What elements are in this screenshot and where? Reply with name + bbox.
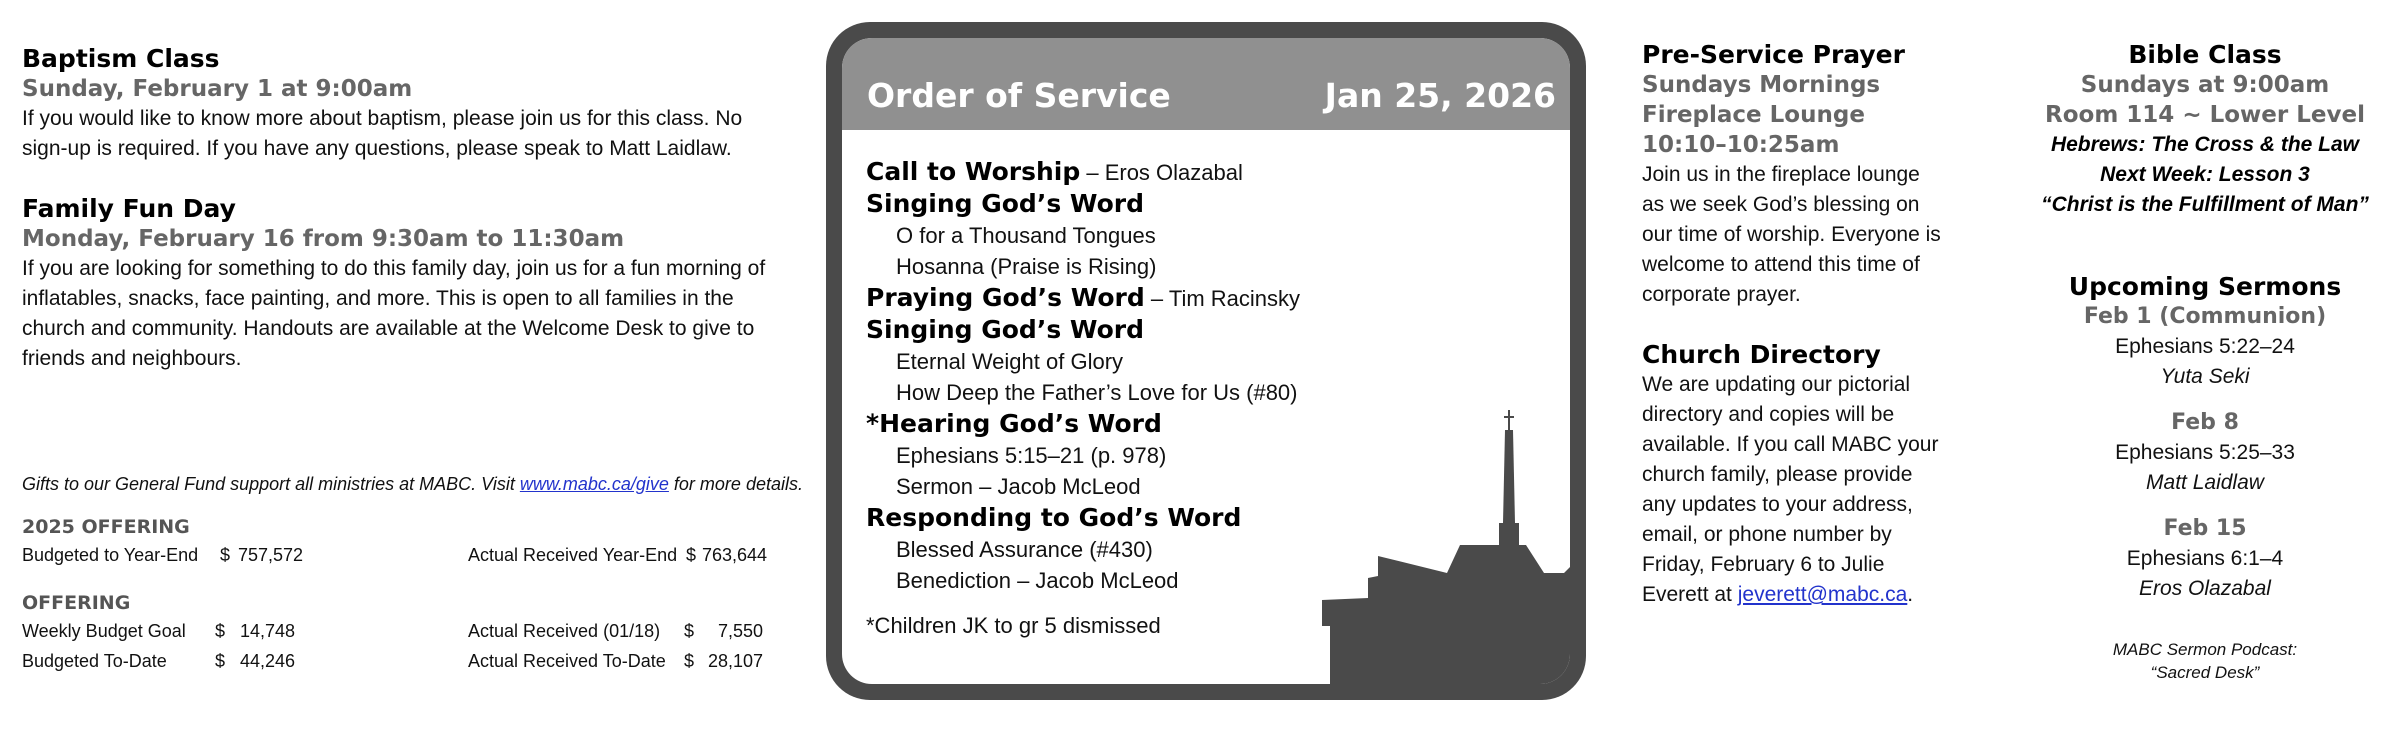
sermon-podcast — [2020, 638, 2390, 684]
bible-class-lesson: “Christ is the Fulfillment of Man” — [2041, 193, 2369, 216]
baptism-class-body: If you would like to know more about baptism, please join us for this class. No sign-up is required. If you have any questions, please speak to Matt Laidlaw. — [22, 107, 743, 160]
announcements-column — [22, 0, 782, 374]
sermon-item — [2020, 302, 2390, 392]
sermon-item — [2020, 408, 2390, 498]
upcoming-sermons-title: Upcoming Sermons — [2068, 272, 2342, 301]
directory-text: We are updating our pictorial directory and copies will be available. If you call MABC your church family, please provide any updates to your address, email, or phone number by Friday, February 6 to Julie Everett at — [1642, 373, 1939, 606]
prayer-time: 10:10–10:25am — [1642, 132, 1840, 158]
baptism-class-date: Sunday, February 1 at 9:00am — [22, 76, 413, 102]
table-row — [22, 540, 782, 570]
bible-class-section — [2020, 40, 2390, 220]
row-label: Budgeted to Year-End — [22, 545, 199, 565]
children-dismissed-note: *Children JK to gr 5 dismissed — [866, 613, 1161, 638]
table-row — [22, 616, 782, 646]
upcoming-sermons-section — [2020, 272, 2390, 684]
row-label: Budgeted To-Date — [22, 651, 167, 671]
sermon-ref: Ephesians 5:22–24 — [2115, 335, 2295, 358]
service-heading-label: Call to Worship — [866, 157, 1081, 186]
gifts-note-prefix: Gifts to our General Fund support all ministries at MABC. Visit — [22, 474, 520, 494]
row-amount-2: 763,644 — [702, 545, 768, 565]
bible-class-time: Sundays at 9:00am — [2080, 72, 2330, 98]
baptism-class-section — [22, 44, 782, 164]
sermon-pastor: Eros Olazabal — [2139, 577, 2271, 600]
bible-class-next: Next Week: Lesson 3 — [2100, 163, 2310, 186]
table-row — [22, 646, 782, 676]
service-heading-label: Praying God’s Word — [866, 283, 1145, 312]
row-currency-2: $ — [684, 651, 695, 671]
row-label-2: Actual Received Year-End — [468, 545, 678, 565]
sermon-ref: Ephesians 6:1–4 — [2126, 547, 2284, 570]
offering-table — [22, 590, 782, 676]
prayer-directory-column — [1642, 40, 1942, 610]
service-heading-leader: – Eros Olazabal — [1080, 160, 1243, 185]
row-amount: 757,572 — [238, 545, 304, 565]
church-directory-section — [1642, 340, 1942, 610]
row-label-2: Actual Received (01/18) — [468, 621, 661, 641]
bible-class-series: Hebrews: The Cross & the Law — [2050, 133, 2360, 156]
order-of-service-header — [842, 38, 1570, 130]
service-item: O for a Thousand Tongues — [896, 223, 1156, 248]
sermon-date: Feb 8 — [2171, 410, 2239, 435]
row-currency: $ — [215, 621, 226, 641]
offering-2025-heading: 2025 OFFERING — [22, 516, 190, 538]
sermon-date: Feb 1 (Communion) — [2083, 304, 2327, 329]
service-heading — [866, 314, 1466, 346]
row-currency: $ — [215, 651, 226, 671]
sermon-pastor: Yuta Seki — [2160, 365, 2250, 388]
service-heading-label: Responding to God’s Word — [866, 503, 1242, 532]
offering-heading: OFFERING — [22, 592, 131, 614]
row-amount: 44,246 — [240, 651, 296, 671]
podcast-name: “Sacred Desk” — [2150, 663, 2260, 682]
family-fun-day-title: Family Fun Day — [22, 194, 236, 223]
service-item: Eternal Weight of Glory — [896, 349, 1124, 374]
bible-class-title: Bible Class — [2128, 40, 2282, 69]
email-link[interactable]: jeverett@mabc.ca — [1737, 583, 1908, 606]
row-currency: $ — [220, 545, 231, 565]
church-directory-body — [1642, 370, 1942, 610]
order-of-service-panel — [842, 38, 1570, 684]
family-fun-day-section — [22, 194, 782, 374]
family-fun-day-body: If you are looking for something to do this family day, join us for a fun morning of inflatables, snacks, face painting, and more. This is open to all families in the church and community. Handouts are available at the Welcome Desk to give to friends and neighbours. — [22, 257, 766, 370]
service-date: Jan 25, 2026 — [1324, 76, 1556, 115]
prayer-body: Join us in the fireplace lounge as we seek God’s blessing on our time of worship. Everyone is welcome to attend this time of corporate prayer. — [1642, 163, 1941, 306]
offering-2025-table — [22, 514, 782, 570]
service-heading — [866, 282, 1466, 314]
row-currency-2: $ — [686, 545, 697, 565]
sermon-pastor: Matt Laidlaw — [2146, 471, 2264, 494]
row-label: Weekly Budget Goal — [22, 621, 186, 641]
service-heading-leader: – Tim Racinsky — [1144, 286, 1301, 311]
service-heading-label: *Hearing God’s Word — [866, 409, 1162, 438]
row-label-2: Actual Received To-Date — [468, 651, 666, 671]
directory-suffix: . — [1907, 583, 1914, 606]
service-list — [866, 156, 1466, 641]
prayer-location: Fireplace Lounge — [1642, 102, 1865, 128]
pre-service-prayer-title: Pre-Service Prayer — [1642, 40, 1905, 69]
service-item: How Deep the Father’s Love for Us (#80) — [896, 380, 1298, 405]
gifts-note — [22, 472, 803, 496]
church-directory-title: Church Directory — [1642, 340, 1881, 369]
service-heading-label: Singing God’s Word — [866, 189, 1144, 218]
service-item: Sermon – Jacob McLeod — [896, 474, 1141, 499]
give-link[interactable]: www.mabc.ca/give — [519, 474, 669, 494]
baptism-class-title: Baptism Class — [22, 44, 220, 73]
gifts-note-suffix: for more details. — [668, 474, 803, 494]
service-heading — [866, 408, 1466, 440]
prayer-day: Sundays Mornings — [1642, 72, 1881, 98]
service-item: Ephesians 5:15–21 (p. 978) — [896, 443, 1167, 468]
service-heading — [866, 188, 1466, 220]
row-currency-2: $ — [684, 621, 695, 641]
family-fun-day-date: Monday, February 16 from 9:30am to 11:30am — [22, 226, 625, 252]
service-item: Blessed Assurance (#430) — [896, 537, 1153, 562]
bible-class-room: Room 114 ~ Lower Level — [2045, 102, 2365, 128]
sermon-ref: Ephesians 5:25–33 — [2115, 441, 2295, 464]
row-amount-2: 7,550 — [718, 621, 764, 641]
sermon-date: Feb 15 — [2163, 516, 2247, 541]
service-item: Benediction – Jacob McLeod — [896, 568, 1179, 593]
service-item: Hosanna (Praise is Rising) — [896, 254, 1157, 279]
row-amount-2: 28,107 — [708, 651, 764, 671]
order-of-service-title: Order of Service — [867, 76, 1171, 115]
service-heading — [866, 156, 1466, 188]
order-of-service-card — [826, 22, 1586, 700]
service-heading-label: Singing God’s Word — [866, 315, 1144, 344]
row-amount: 14,748 — [240, 621, 296, 641]
sermon-item — [2020, 514, 2390, 604]
sermon-list — [2020, 302, 2390, 604]
service-heading — [866, 502, 1466, 534]
bible-sermons-column — [2020, 40, 2390, 684]
podcast-label: MABC Sermon Podcast: — [2112, 640, 2298, 659]
pre-service-prayer-section — [1642, 40, 1942, 310]
